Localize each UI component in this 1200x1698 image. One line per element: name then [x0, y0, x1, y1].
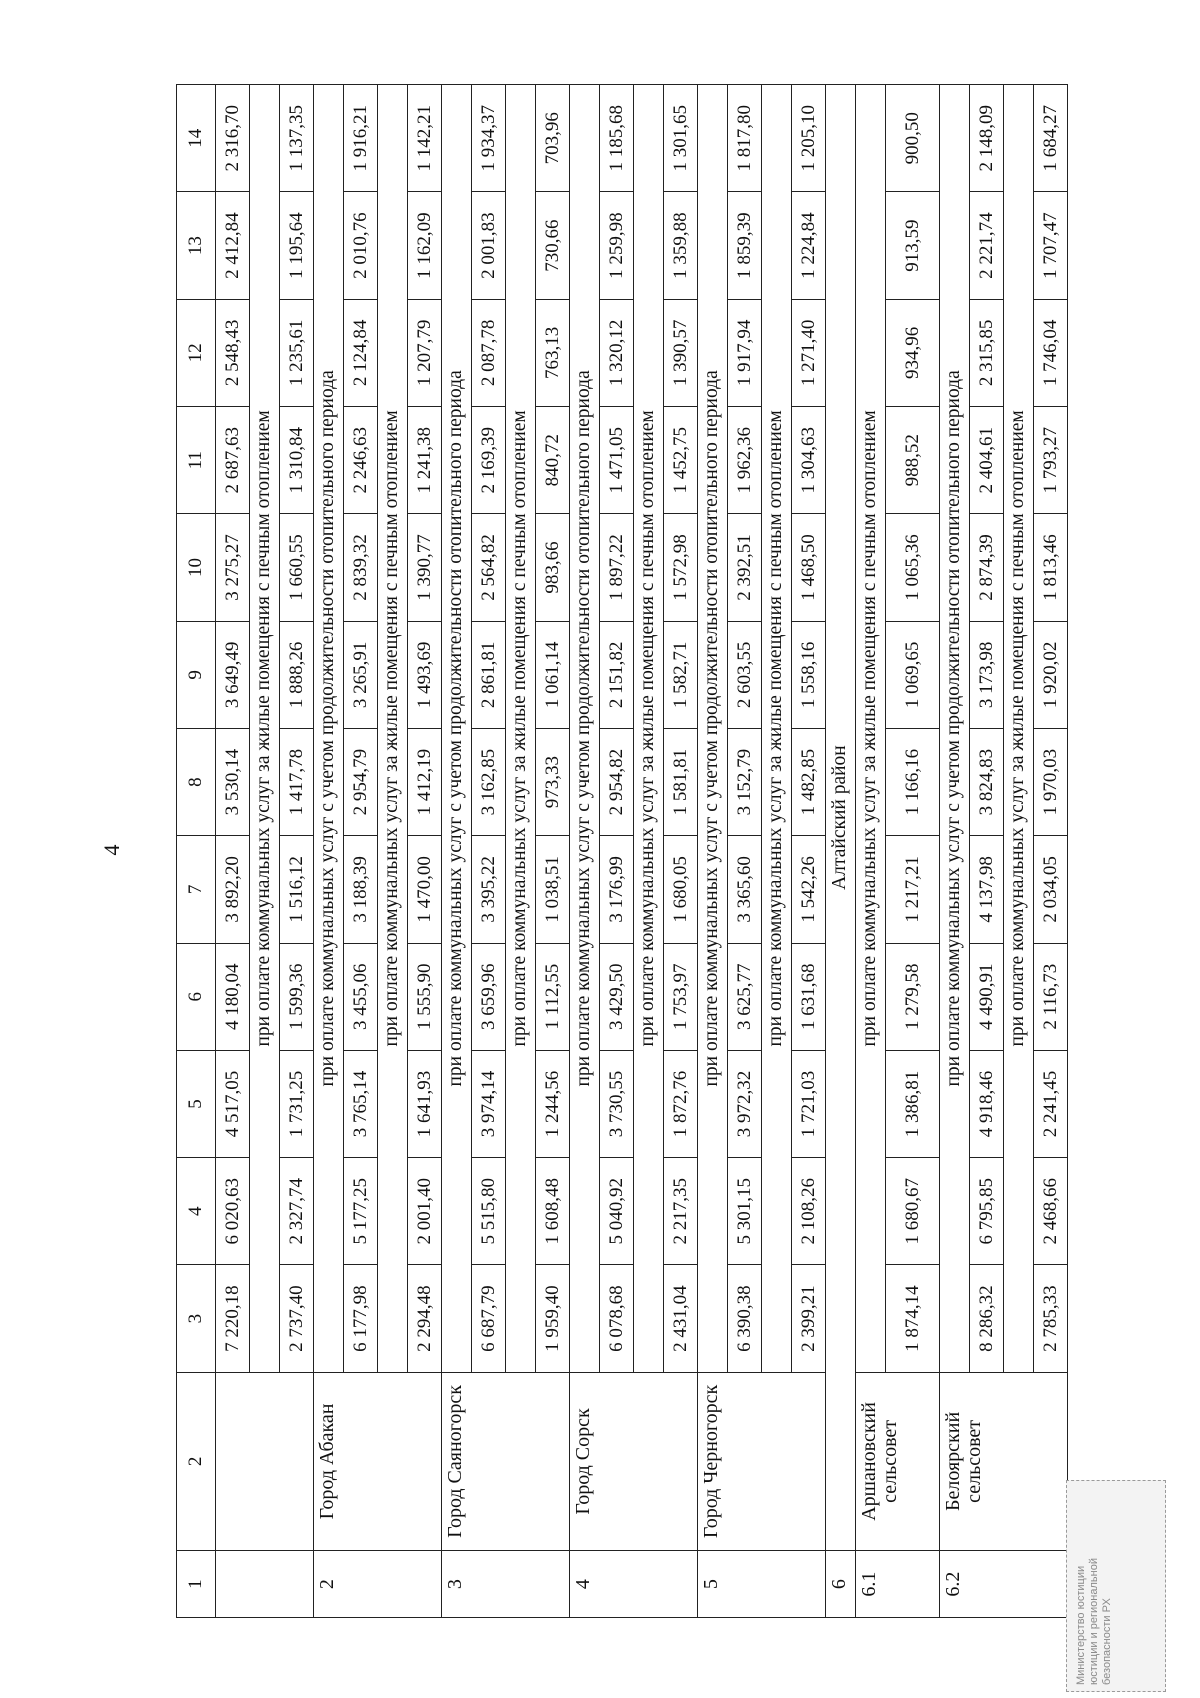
- section-heading: при оплате коммунальных услуг с учетом продолжительности отопительного периода: [698, 85, 728, 1373]
- value-cell: 1 304,63: [792, 407, 826, 514]
- value-cell: 3 972,32: [728, 1050, 762, 1157]
- row-label: Город Саяногорск: [442, 1372, 570, 1550]
- value-cell: 1 753,97: [664, 943, 698, 1050]
- row-label: Аршановский сельсовет: [856, 1372, 940, 1550]
- value-cell: 703,96: [536, 85, 570, 192]
- value-cell: 3 455,06: [344, 943, 378, 1050]
- row-number: 6.2: [940, 1551, 1068, 1618]
- allowance-table: [176, 84, 1068, 1618]
- value-cell: 900,50: [886, 85, 940, 192]
- value-cell: 1 608,48: [536, 1158, 570, 1265]
- value-cell: 2 861,81: [472, 621, 506, 728]
- value-cell: 1 195,64: [280, 192, 314, 299]
- value-cell: 4 180,04: [216, 943, 250, 1050]
- page-number: 4: [99, 844, 124, 856]
- row-number: 5: [698, 1551, 826, 1618]
- value-cell: 1 558,16: [792, 621, 826, 728]
- value-cell: 1 516,12: [280, 836, 314, 943]
- value-cell: 1 874,14: [886, 1265, 940, 1372]
- value-cell: 1 684,27: [1034, 85, 1068, 192]
- value-cell: 934,96: [886, 299, 940, 406]
- value-cell: 1 746,04: [1034, 299, 1068, 406]
- value-cell: 2 839,32: [344, 514, 378, 621]
- value-cell: 4 918,46: [970, 1050, 1004, 1157]
- value-cell: 763,13: [536, 299, 570, 406]
- value-cell: 1 793,27: [1034, 407, 1068, 514]
- value-cell: 3 152,79: [728, 728, 762, 835]
- header-cell: 5: [177, 1050, 216, 1157]
- value-cell: 1 542,26: [792, 836, 826, 943]
- header-cell: 12: [177, 299, 216, 406]
- value-cell: 3 892,20: [216, 836, 250, 943]
- value-cell: 2 737,40: [280, 1265, 314, 1372]
- value-cell: 1 680,05: [664, 836, 698, 943]
- value-cell: 1 888,26: [280, 621, 314, 728]
- value-cell: 1 817,80: [728, 85, 762, 192]
- value-cell: 1 970,03: [1034, 728, 1068, 835]
- value-cell: 1 721,03: [792, 1050, 826, 1157]
- value-cell: 2 399,21: [792, 1265, 826, 1372]
- value-cell: 3 659,96: [472, 943, 506, 1050]
- value-cell: 1 572,98: [664, 514, 698, 621]
- value-cell: 6 687,79: [472, 1265, 506, 1372]
- value-cell: 1 217,21: [886, 836, 940, 943]
- value-cell: 3 765,14: [344, 1050, 378, 1157]
- section-row: [826, 85, 856, 1618]
- row-number: 6.1: [856, 1551, 940, 1618]
- section-heading: при оплате коммунальных услуг за жилые помещения с печным отоплением: [506, 85, 536, 1373]
- value-cell: 4 137,98: [970, 836, 1004, 943]
- value-cell: 3 162,85: [472, 728, 506, 835]
- value-cell: 1 310,84: [280, 407, 314, 514]
- value-cell: 1 599,36: [280, 943, 314, 1050]
- header-cell: 8: [177, 728, 216, 835]
- value-cell: 5 301,15: [728, 1158, 762, 1265]
- value-cell: 2 687,63: [216, 407, 250, 514]
- stamp-line: безопасности РХ: [1101, 1598, 1113, 1685]
- value-cell: 2 431,04: [664, 1265, 698, 1372]
- value-cell: 1 631,68: [792, 943, 826, 1050]
- value-cell: 1 582,71: [664, 621, 698, 728]
- row-label: Город Абакан: [314, 1372, 442, 1550]
- section-heading: при оплате коммунальных услуг за жилые помещения с печным отоплением: [856, 85, 886, 1373]
- value-cell: 1 959,40: [536, 1265, 570, 1372]
- value-cell: 4 490,91: [970, 943, 1004, 1050]
- value-cell: 2 034,05: [1034, 836, 1068, 943]
- value-cell: 6 020,63: [216, 1158, 250, 1265]
- value-cell: 2 316,70: [216, 85, 250, 192]
- value-cell: 7 220,18: [216, 1265, 250, 1372]
- value-cell: 2 116,73: [1034, 943, 1068, 1050]
- value-cell: 2 294,48: [408, 1265, 442, 1372]
- value-cell: 3 625,77: [728, 943, 762, 1050]
- value-cell: 1 468,50: [792, 514, 826, 621]
- value-cell: 3 265,91: [344, 621, 378, 728]
- value-cell: 1 142,21: [408, 85, 442, 192]
- value-cell: 1 038,51: [536, 836, 570, 943]
- value-cell: 1 205,10: [792, 85, 826, 192]
- section-heading: при оплате коммунальных услуг за жилые помещения с печным отоплением: [762, 85, 792, 1373]
- value-cell: 3 824,83: [970, 728, 1004, 835]
- value-cell: 2 404,61: [970, 407, 1004, 514]
- row-label: Белоярский сельсовет: [940, 1372, 1068, 1550]
- stamp-text: [1067, 1481, 1165, 1691]
- value-cell: 1 241,38: [408, 407, 442, 514]
- value-cell: 2 412,84: [216, 192, 250, 299]
- value-cell: 6 390,38: [728, 1265, 762, 1372]
- section-row: [314, 85, 344, 1618]
- value-cell: 2 468,66: [1034, 1158, 1068, 1265]
- value-cell: 840,72: [536, 407, 570, 514]
- value-cell: 1 244,56: [536, 1050, 570, 1157]
- value-cell: 973,33: [536, 728, 570, 835]
- value-cell: 2 246,63: [344, 407, 378, 514]
- value-cell: 1 581,81: [664, 728, 698, 835]
- row-number: [216, 1551, 314, 1618]
- value-cell: 1 320,12: [600, 299, 634, 406]
- value-cell: 1 417,78: [280, 728, 314, 835]
- value-cell: 1 207,79: [408, 299, 442, 406]
- value-cell: 1 897,22: [600, 514, 634, 621]
- value-cell: 1 162,09: [408, 192, 442, 299]
- value-cell: 1 859,39: [728, 192, 762, 299]
- value-cell: 6 795,85: [970, 1158, 1004, 1265]
- district-heading: Алтайский район: [826, 85, 856, 1551]
- value-cell: 988,52: [886, 407, 940, 514]
- value-cell: 5 515,80: [472, 1158, 506, 1265]
- value-cell: 1 259,98: [600, 192, 634, 299]
- value-cell: 2 169,39: [472, 407, 506, 514]
- value-cell: 2 954,79: [344, 728, 378, 835]
- value-cell: 1 279,58: [886, 943, 940, 1050]
- section-row: [442, 85, 472, 1618]
- value-cell: 1 112,55: [536, 943, 570, 1050]
- section-heading: при оплате коммунальных услуг за жилые помещения с печным отоплением: [634, 85, 664, 1373]
- stamp-line: юстиции и региональной: [1088, 1558, 1100, 1685]
- value-cell: 3 649,49: [216, 621, 250, 728]
- value-cell: 1 137,35: [280, 85, 314, 192]
- table-row: [216, 85, 250, 1618]
- row-label: Город Сорск: [570, 1372, 698, 1550]
- value-cell: 1 069,65: [886, 621, 940, 728]
- value-cell: 1 934,37: [472, 85, 506, 192]
- value-cell: 1 224,84: [792, 192, 826, 299]
- value-cell: 1 359,88: [664, 192, 698, 299]
- value-cell: 1 916,21: [344, 85, 378, 192]
- value-cell: 1 271,40: [792, 299, 826, 406]
- value-cell: 1 493,69: [408, 621, 442, 728]
- value-cell: 1 235,61: [280, 299, 314, 406]
- value-cell: 2 315,85: [970, 299, 1004, 406]
- value-cell: 2 001,40: [408, 1158, 442, 1265]
- header-cell: 1: [177, 1551, 216, 1618]
- value-cell: 1 166,16: [886, 728, 940, 835]
- value-cell: 1 301,65: [664, 85, 698, 192]
- value-cell: 1 813,46: [1034, 514, 1068, 621]
- section-heading: при оплате коммунальных услуг с учетом продолжительности отопительного периода: [442, 85, 472, 1373]
- section-row: [856, 85, 886, 1618]
- value-cell: 1 065,36: [886, 514, 940, 621]
- header-cell: 13: [177, 192, 216, 299]
- value-cell: 1 470,00: [408, 836, 442, 943]
- value-cell: 3 530,14: [216, 728, 250, 835]
- value-cell: 3 730,55: [600, 1050, 634, 1157]
- value-cell: 2 392,51: [728, 514, 762, 621]
- value-cell: 5 177,25: [344, 1158, 378, 1265]
- value-cell: 1 555,90: [408, 943, 442, 1050]
- section-heading: при оплате коммунальных услуг за жилые помещения с печным отоплением: [1004, 85, 1034, 1373]
- value-cell: 3 275,27: [216, 514, 250, 621]
- value-cell: 1 962,36: [728, 407, 762, 514]
- value-cell: 1 412,19: [408, 728, 442, 835]
- value-cell: 3 395,22: [472, 836, 506, 943]
- value-cell: 3 974,14: [472, 1050, 506, 1157]
- value-cell: 5 040,92: [600, 1158, 634, 1265]
- value-cell: 1 917,94: [728, 299, 762, 406]
- value-cell: 6 177,98: [344, 1265, 378, 1372]
- value-cell: 1 680,67: [886, 1158, 940, 1265]
- value-cell: 3 429,50: [600, 943, 634, 1050]
- value-cell: 4 517,05: [216, 1050, 250, 1157]
- value-cell: 2 221,74: [970, 192, 1004, 299]
- value-cell: 730,66: [536, 192, 570, 299]
- value-cell: 1 390,57: [664, 299, 698, 406]
- header-cell: 2: [177, 1372, 216, 1550]
- value-cell: 2 217,35: [664, 1158, 698, 1265]
- value-cell: 2 124,84: [344, 299, 378, 406]
- value-cell: 2 327,74: [280, 1158, 314, 1265]
- value-cell: 1 452,75: [664, 407, 698, 514]
- rotated-table-wrapper: [176, 84, 1076, 1618]
- header-cell: 3: [177, 1265, 216, 1372]
- value-cell: 1 061,14: [536, 621, 570, 728]
- header-cell: 6: [177, 943, 216, 1050]
- value-cell: 1 386,81: [886, 1050, 940, 1157]
- value-cell: 3 173,98: [970, 621, 1004, 728]
- section-heading: при оплате коммунальных услуг за жилые помещения с печным отоплением: [250, 85, 280, 1373]
- section-heading: при оплате коммунальных услуг с учетом продолжительности отопительного периода: [940, 85, 970, 1373]
- value-cell: 3 365,60: [728, 836, 762, 943]
- value-cell: 3 176,99: [600, 836, 634, 943]
- value-cell: 8 286,32: [970, 1265, 1004, 1372]
- value-cell: 2 874,39: [970, 514, 1004, 621]
- value-cell: 1 660,55: [280, 514, 314, 621]
- header-row: [177, 85, 216, 1618]
- header-cell: 4: [177, 1158, 216, 1265]
- value-cell: 2 954,82: [600, 728, 634, 835]
- header-cell: 7: [177, 836, 216, 943]
- value-cell: 2 151,82: [600, 621, 634, 728]
- value-cell: 2 241,45: [1034, 1050, 1068, 1157]
- value-cell: 2 548,43: [216, 299, 250, 406]
- row-number: 6: [826, 1551, 856, 1618]
- row-label: Город Черногорск: [698, 1372, 826, 1550]
- value-cell: 2 087,78: [472, 299, 506, 406]
- section-row: [940, 85, 970, 1618]
- value-cell: 1 185,68: [600, 85, 634, 192]
- value-cell: 2 148,09: [970, 85, 1004, 192]
- value-cell: 1 920,02: [1034, 621, 1068, 728]
- value-cell: 2 001,83: [472, 192, 506, 299]
- section-heading: при оплате коммунальных услуг с учетом продолжительности отопительного периода: [314, 85, 344, 1373]
- section-row: [570, 85, 600, 1618]
- value-cell: 2 010,76: [344, 192, 378, 299]
- value-cell: 2 564,82: [472, 514, 506, 621]
- ministry-stamp: [1066, 1480, 1166, 1692]
- row-number: 3: [442, 1551, 570, 1618]
- value-cell: 2 785,33: [1034, 1265, 1068, 1372]
- section-heading: при оплате коммунальных услуг за жилые помещения с печным отоплением: [378, 85, 408, 1373]
- header-cell: 9: [177, 621, 216, 728]
- value-cell: 1 641,93: [408, 1050, 442, 1157]
- value-cell: 1 471,05: [600, 407, 634, 514]
- value-cell: 1 390,77: [408, 514, 442, 621]
- value-cell: 913,59: [886, 192, 940, 299]
- header-cell: 11: [177, 407, 216, 514]
- row-number: 4: [570, 1551, 698, 1618]
- stamp-line: Министерство юстиции: [1075, 1565, 1087, 1685]
- value-cell: 2 603,55: [728, 621, 762, 728]
- value-cell: 983,66: [536, 514, 570, 621]
- value-cell: 1 482,85: [792, 728, 826, 835]
- value-cell: 1 707,47: [1034, 192, 1068, 299]
- header-cell: 10: [177, 514, 216, 621]
- row-label: [216, 1372, 314, 1550]
- section-row: [698, 85, 728, 1618]
- value-cell: 1 731,25: [280, 1050, 314, 1157]
- row-number: 2: [314, 1551, 442, 1618]
- value-cell: 2 108,26: [792, 1158, 826, 1265]
- header-cell: 14: [177, 85, 216, 192]
- section-heading: при оплате коммунальных услуг с учетом продолжительности отопительного периода: [570, 85, 600, 1373]
- value-cell: 1 872,76: [664, 1050, 698, 1157]
- value-cell: 3 188,39: [344, 836, 378, 943]
- value-cell: 6 078,68: [600, 1265, 634, 1372]
